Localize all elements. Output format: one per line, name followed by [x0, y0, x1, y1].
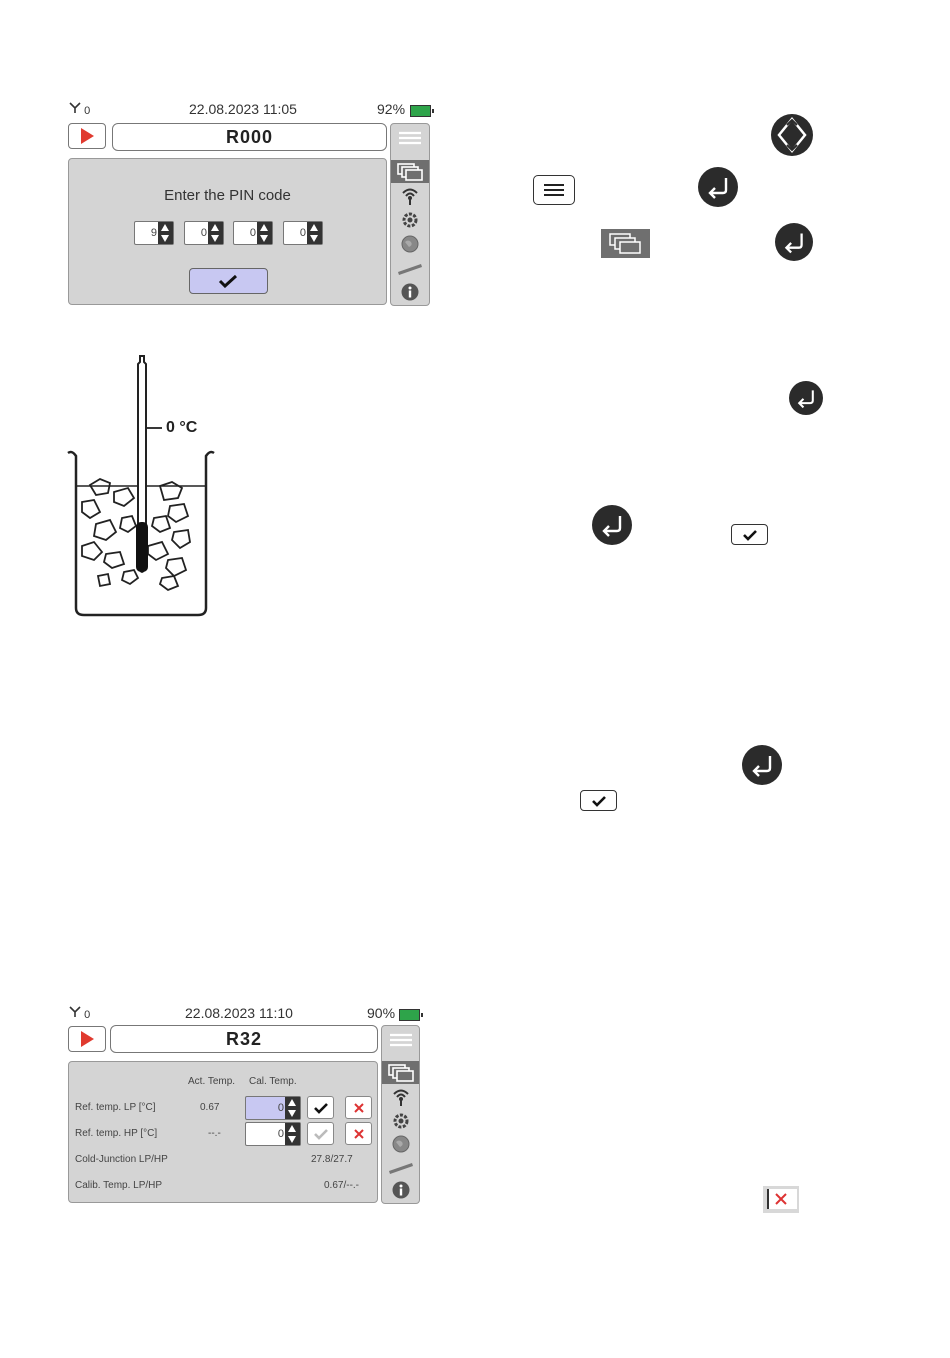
ruler-icon — [387, 1160, 415, 1174]
temperature-label: 0 °C — [166, 419, 198, 436]
ruler-icon — [396, 261, 424, 275]
sidebar-menu[interactable] — [382, 1028, 419, 1051]
globe-icon — [391, 1134, 411, 1154]
cancel-hp-button[interactable] — [345, 1122, 372, 1145]
pin-digit-1[interactable]: 9 — [134, 221, 174, 245]
refrigerant-title[interactable]: R32 — [110, 1025, 378, 1053]
confirm-lp-button[interactable] — [307, 1096, 334, 1119]
cold-junction-value: 27.8/27.7 — [311, 1154, 353, 1165]
sidebar-globe[interactable] — [391, 232, 429, 255]
wireless-icon — [400, 186, 420, 206]
spinner-arrows-icon[interactable] — [307, 222, 322, 244]
checkmark-icon — [313, 1128, 329, 1140]
column-header-actual: Act. Temp. — [188, 1076, 236, 1087]
actual-temp-hp: --.- — [208, 1128, 221, 1139]
spinner-arrows-icon[interactable] — [257, 222, 272, 244]
gear-icon — [400, 210, 420, 230]
sidebar-windows[interactable] — [391, 160, 429, 183]
pin-digit-4[interactable]: 0 — [283, 221, 323, 245]
sidebar-globe[interactable] — [382, 1132, 419, 1155]
device-screen-pin — [67, 101, 433, 306]
confirm-key-icon — [580, 790, 617, 811]
sidebar-info[interactable] — [382, 1178, 419, 1201]
calibration-temp-lp-input[interactable]: 0 — [245, 1096, 301, 1120]
thermometer-in-ice-bath-image — [62, 350, 222, 620]
spinner-arrows-icon[interactable] — [285, 1097, 300, 1119]
ice-bath-illustration — [62, 350, 222, 620]
sidebar-menu[interactable] — [391, 126, 429, 149]
sidebar-tools[interactable] — [382, 1155, 419, 1178]
hamburger-icon — [389, 1032, 413, 1048]
calib-temp-label: Calib. Temp. LP/HP — [75, 1180, 163, 1191]
signal-value: 0 — [84, 1009, 91, 1021]
enter-key-icon — [592, 505, 632, 545]
enter-key-icon — [698, 167, 738, 207]
signal-icon — [69, 102, 90, 117]
datetime: 22.08.2023 11:05 — [189, 101, 297, 117]
pin-panel — [68, 158, 387, 305]
calib-temp-value: 0.67/--.- — [324, 1180, 360, 1191]
row-label-hp: Ref. temp. HP [°C] — [75, 1128, 158, 1139]
enter-key-icon — [789, 381, 823, 415]
signal-value: 0 — [84, 105, 91, 117]
play-icon — [80, 128, 94, 144]
sidebar — [390, 123, 430, 306]
globe-icon — [400, 234, 420, 254]
pin-digit-3[interactable]: 0 — [233, 221, 273, 245]
spinner-arrows-icon[interactable] — [158, 222, 173, 244]
device-screen-calibration — [67, 1005, 423, 1205]
confirm-button[interactable] — [189, 268, 268, 294]
windows-icon — [388, 1064, 414, 1082]
sidebar-wireless[interactable] — [391, 184, 429, 207]
play-icon — [80, 1031, 94, 1047]
sidebar-tools[interactable] — [391, 256, 429, 279]
gear-icon — [391, 1111, 411, 1131]
sidebar-windows[interactable] — [382, 1061, 419, 1084]
menu-key-icon — [533, 175, 575, 205]
cold-junction-label: Cold-Junction LP/HP — [75, 1154, 168, 1165]
play-button[interactable] — [68, 123, 106, 149]
info-icon — [400, 282, 420, 302]
signal-icon — [69, 1006, 90, 1021]
battery-percent: 92% — [377, 101, 406, 117]
enter-key-icon — [742, 745, 782, 785]
calibration-panel — [68, 1061, 378, 1203]
refrigerant-title[interactable]: R000 — [112, 123, 387, 151]
sidebar-info[interactable] — [391, 280, 429, 303]
play-button[interactable] — [68, 1026, 106, 1052]
confirm-hp-button[interactable] — [307, 1122, 334, 1145]
pin-prompt: Enter the PIN code — [164, 187, 291, 204]
spinner-arrows-icon[interactable] — [285, 1123, 300, 1145]
datetime: 22.08.2023 11:10 — [185, 1005, 293, 1021]
row-label-lp: Ref. temp. LP [°C] — [75, 1102, 156, 1113]
spinner-arrows-icon[interactable] — [208, 222, 223, 244]
status-bar — [67, 101, 433, 119]
battery-icon — [410, 105, 431, 117]
battery-percent: 90% — [367, 1005, 396, 1021]
status-bar — [67, 1005, 423, 1023]
confirm-key-icon — [731, 524, 768, 545]
info-icon — [391, 1180, 411, 1200]
wireless-icon — [391, 1087, 411, 1107]
close-icon — [353, 1102, 365, 1114]
enter-key-icon — [775, 223, 813, 261]
close-icon — [353, 1128, 365, 1140]
pin-digit-2[interactable]: 0 — [184, 221, 224, 245]
calibration-temp-hp-input[interactable]: 0 — [245, 1122, 301, 1146]
windows-icon — [397, 163, 423, 181]
cancel-lp-button[interactable] — [345, 1096, 372, 1119]
column-header-calibration: Cal. Temp. — [249, 1076, 297, 1087]
sidebar-settings[interactable] — [382, 1109, 419, 1132]
hamburger-icon — [398, 130, 422, 146]
windows-key-icon — [601, 229, 650, 258]
sidebar-settings[interactable] — [391, 208, 429, 231]
navigation-pad-icon — [770, 113, 814, 157]
actual-temp-lp: 0.67 — [200, 1102, 220, 1113]
battery-icon — [399, 1009, 420, 1021]
checkmark-icon — [218, 274, 238, 288]
cancel-key-icon — [763, 1186, 799, 1213]
sidebar — [381, 1025, 420, 1204]
sidebar-wireless[interactable] — [382, 1085, 419, 1108]
checkmark-icon — [313, 1102, 329, 1114]
